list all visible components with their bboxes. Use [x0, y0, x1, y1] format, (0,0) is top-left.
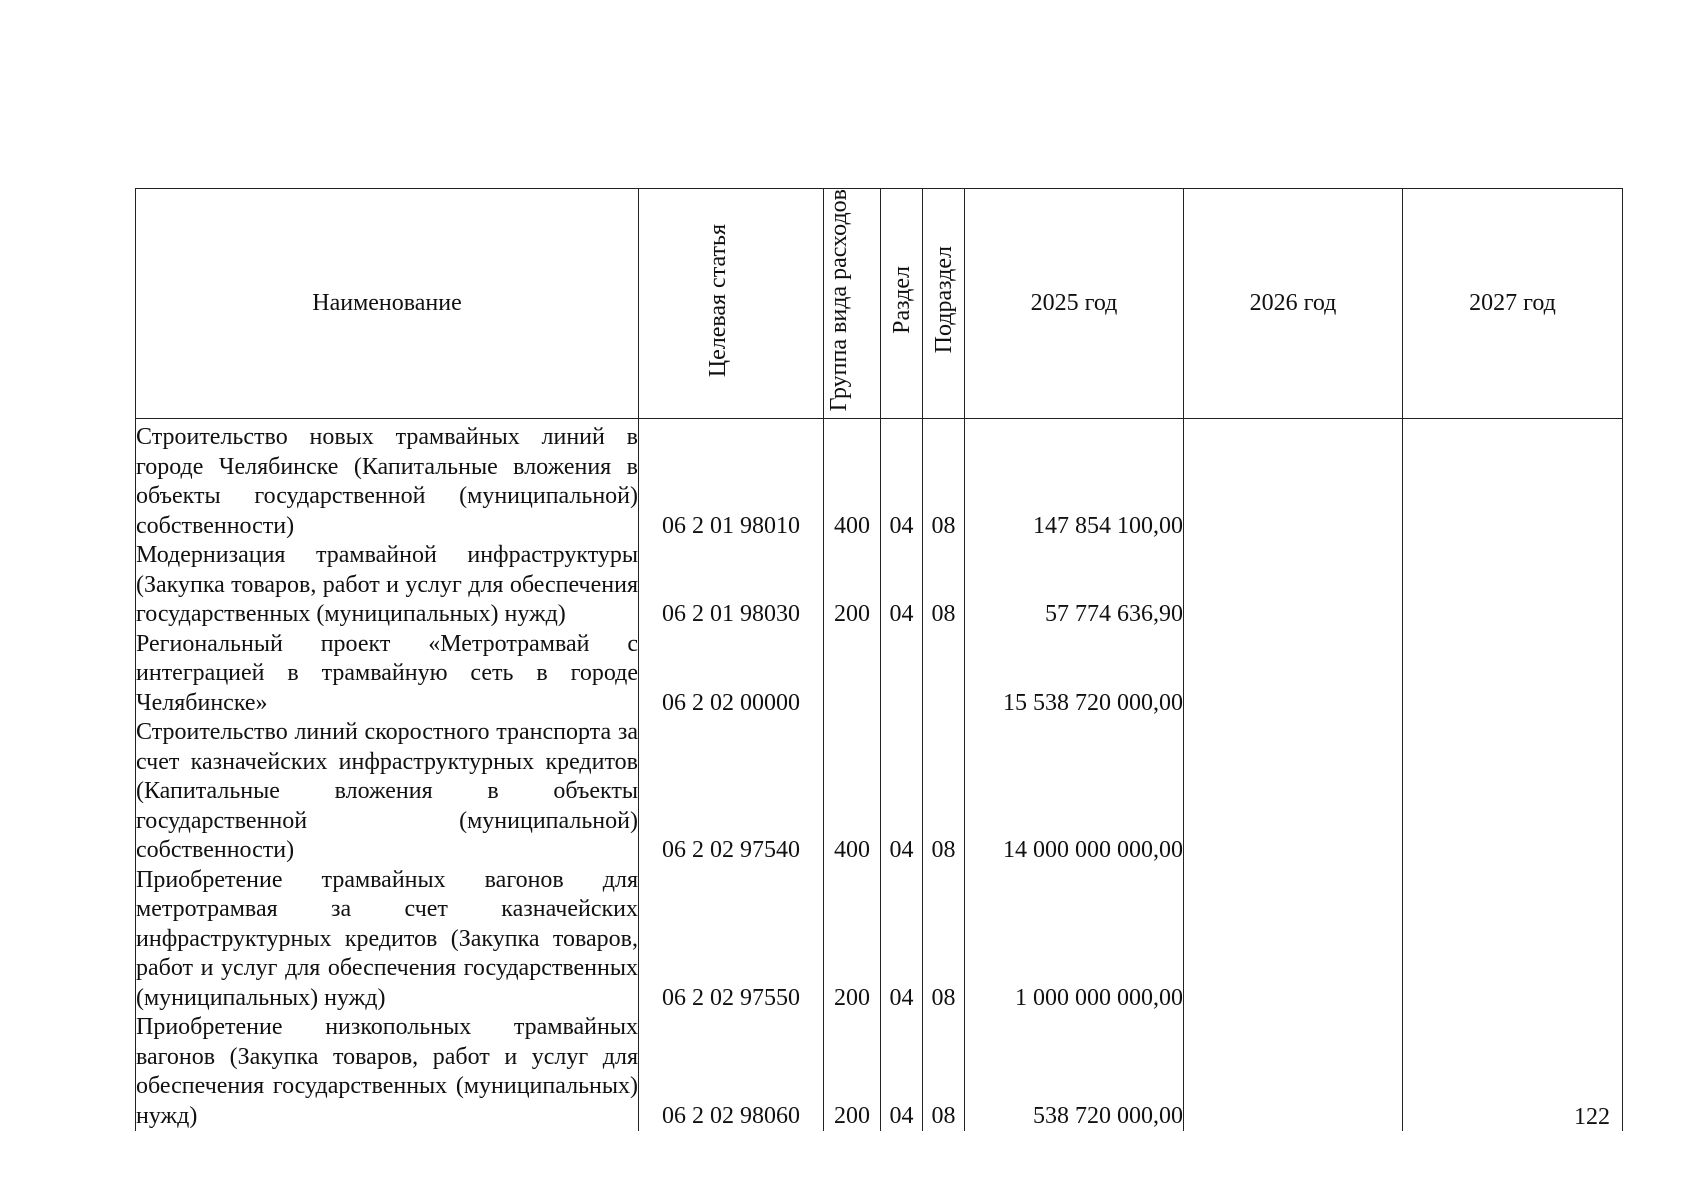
- row-expense-group: 200: [824, 1013, 881, 1131]
- row-amount-2025: 1 000 000 000,00: [965, 866, 1184, 1014]
- row-subsection: 08: [923, 866, 965, 1014]
- row-amount-2027: [1403, 541, 1623, 630]
- row-expense-group: [824, 630, 881, 719]
- row-expense-group: 400: [824, 718, 881, 866]
- row-section: 04: [881, 1013, 923, 1131]
- row-expense-group: 200: [824, 541, 881, 630]
- row-target-article: 06 2 02 00000: [639, 630, 824, 719]
- row-name: Строительство линий скоростного транспорта за счет казначейских инфраструктурных кредитов (Капитальные вложения в объекты государственной (муниципальной) собственности): [136, 718, 639, 866]
- row-name: Строительство новых трамвайных линий в городе Челябинске (Капитальные вложения в объекты государственной (муниципальной) собственности): [136, 419, 639, 542]
- row-amount-2026: [1184, 866, 1403, 1014]
- row-amount-2026: [1184, 1013, 1403, 1131]
- header-name: Наименование: [136, 189, 639, 419]
- row-section: 04: [881, 866, 923, 1014]
- row-expense-group: 200: [824, 866, 881, 1014]
- row-target-article: 06 2 02 97540: [639, 718, 824, 866]
- row-amount-2026: [1184, 630, 1403, 719]
- row-amount-2026: [1184, 718, 1403, 866]
- header-2025: 2025 год: [965, 189, 1184, 419]
- row-target-article: 06 2 02 98060: [639, 1013, 824, 1131]
- table-row: [136, 718, 1623, 866]
- row-section: [881, 630, 923, 719]
- row-subsection: [923, 630, 965, 719]
- header-2027: 2027 год: [1403, 189, 1623, 419]
- table-row: [136, 1013, 1623, 1131]
- row-amount-2025: 57 774 636,90: [965, 541, 1184, 630]
- header-target-article: Целевая статья: [639, 189, 824, 419]
- header-expense-group: Группа вида расходов: [824, 189, 881, 419]
- row-name: Приобретение низкопольных трамвайных вагонов (Закупка товаров, работ и услуг для обеспечения государственных (муниципальных) нужд): [136, 1013, 639, 1131]
- row-section: 04: [881, 419, 923, 542]
- row-name: Приобретение трамвайных вагонов для метротрамвая за счет казначейских инфраструктурных кредитов (Закупка товаров, работ и услуг для обеспечения государственных (муниципальных) нужд): [136, 866, 639, 1014]
- row-amount-2025: 147 854 100,00: [965, 419, 1184, 542]
- header-2026: 2026 год: [1184, 189, 1403, 419]
- row-amount-2026: [1184, 419, 1403, 542]
- row-target-article: 06 2 01 98030: [639, 541, 824, 630]
- row-section: 04: [881, 718, 923, 866]
- row-amount-2026: [1184, 541, 1403, 630]
- row-name: Региональный проект «Метротрамвай с интеграцией в трамвайную сеть в городе Челябинске»: [136, 630, 639, 719]
- table-row: [136, 630, 1623, 719]
- header-subsection: Подраздел: [923, 189, 965, 419]
- row-subsection: 08: [923, 419, 965, 542]
- budget-table: [135, 188, 1623, 1131]
- row-amount-2027: [1403, 630, 1623, 719]
- table-row: [136, 866, 1623, 1014]
- header-row: [136, 189, 1623, 419]
- row-expense-group: 400: [824, 419, 881, 542]
- row-amount-2027: [1403, 866, 1623, 1014]
- row-amount-2025: 14 000 000 000,00: [965, 718, 1184, 866]
- row-subsection: 08: [923, 541, 965, 630]
- row-subsection: 08: [923, 1013, 965, 1131]
- table-row: [136, 541, 1623, 630]
- page-number: 122: [1574, 1104, 1610, 1130]
- row-amount-2027: [1403, 718, 1623, 866]
- row-name: Модернизация трамвайной инфраструктуры (Закупка товаров, работ и услуг для обеспечения государственных (муниципальных) нужд): [136, 541, 639, 630]
- table-row: [136, 419, 1623, 542]
- row-target-article: 06 2 01 98010: [639, 419, 824, 542]
- header-section: Раздел: [881, 189, 923, 419]
- row-amount-2027: [1403, 419, 1623, 542]
- row-section: 04: [881, 541, 923, 630]
- row-amount-2025: 538 720 000,00: [965, 1013, 1184, 1131]
- row-amount-2025: 15 538 720 000,00: [965, 630, 1184, 719]
- row-target-article: 06 2 02 97550: [639, 866, 824, 1014]
- row-subsection: 08: [923, 718, 965, 866]
